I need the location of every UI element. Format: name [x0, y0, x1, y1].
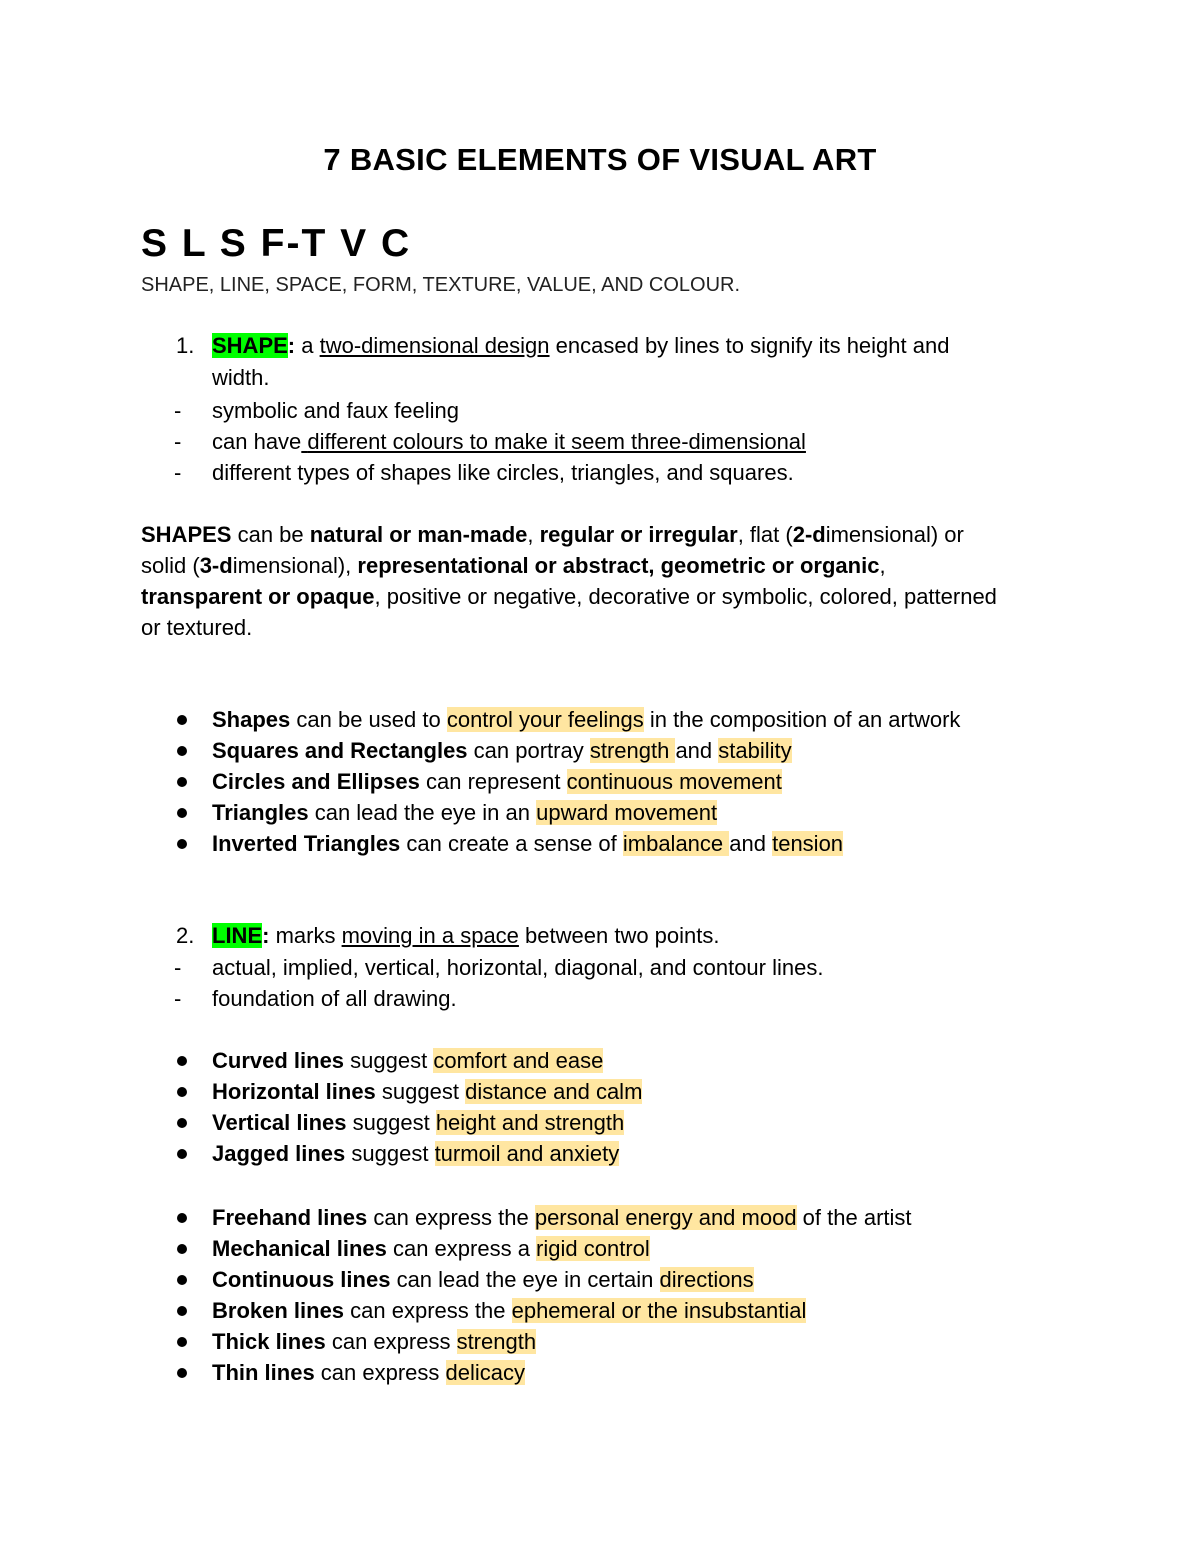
shape-term: SHAPE — [212, 333, 288, 358]
bullet-dot-icon — [177, 1306, 187, 1316]
bullet-dot-icon — [177, 1213, 187, 1223]
bullet-dot-icon — [177, 1087, 187, 1097]
bullet-dot-icon — [177, 1368, 187, 1378]
shape-bullet-item: Shapes can be used to control your feelings in the composition of an artwork — [212, 707, 961, 732]
line-dash-item: actual, implied, vertical, horizontal, diagonal, and contour lines. — [212, 955, 824, 980]
line-term: LINE — [212, 923, 263, 948]
elements-list-subtitle: SHAPE, LINE, SPACE, FORM, TEXTURE, VALUE, AND COLOUR. — [141, 274, 741, 296]
document-page: 7 BASIC ELEMENTS OF VISUAL ART S L S F-T V C SHAPE, LINE, SPACE, FORM, TEXTURE, VALUE, AND COLOUR. 1. SHAPE: a two-dimensional design encased by lines to signify its height and width. - symbolic and faux feeling - can have different colours to make it seem three-dimensional - different types of shapes like circles, triangles, and squares. SHAPES can be natural or man-made, regular or irregular, flat (2-dimensional) or solid (3-dimensional), representational or abstract, geometric or organic, transparent or opaque, positive or negative, decorative or symbolic, colored, patterned or textured. Shapes can be used to control your feelings in the composition of an artwork Squares and Rectangles can portray strength and stability Circles and Ellipses can represent continuous movement Triangles can lead the eye in an upward movement Inverted Triangles can create a sense of imbalance and tension 2. LINE: marks moving in a space between two points. - actual, implied, vertical, horizontal, diagonal, and contour lines. - foundation of all drawing. Curved lines suggest comfort and ease Horizontal lines suggest distance and calm Vertical lines suggest height and strength Jagged lines suggest turmoil and anxiety Freehand lines can express the personal energy and mood of the artist Mechanical lines can express a rigid control Continuous lines can lead the eye in certain directions Broken lines can express the ephemeral or the insubstantial Thick lines can express strength Thin lines can express delicacy — [0, 0, 1200, 1553]
shape-number: 1. — [176, 333, 195, 358]
bullet-dot-icon — [177, 1056, 187, 1066]
line-bullet-item: Horizontal lines suggest distance and calm — [212, 1079, 643, 1104]
shape-dash-item: different types of shapes like circles, triangles, and squares. — [212, 460, 794, 485]
shape-dash-item: symbolic and faux feeling — [212, 398, 460, 423]
bullet-dot-icon — [177, 1275, 187, 1285]
shape-bullet-item: Triangles can lead the eye in an upward movement — [212, 800, 718, 825]
bullet-dot-icon — [177, 1337, 187, 1347]
shape-definition: SHAPE: a two-dimensional design encased by lines to signify its height and — [212, 333, 950, 358]
bullet-dot-icon — [177, 746, 187, 756]
shape-bullet-item: Circles and Ellipses can represent continuous movement — [212, 769, 782, 794]
line-bullet-item: Continuous lines can lead the eye in certain directions — [212, 1267, 754, 1292]
shape-bullet-item: Squares and Rectangles can portray strength and stability — [212, 738, 792, 763]
acronym-heading: S L S F-T V C — [141, 222, 412, 265]
line-dash-item: foundation of all drawing. — [212, 986, 457, 1011]
line-bullet-item: Broken lines can express the ephemeral or the insubstantial — [212, 1298, 807, 1323]
page-title: 7 BASIC ELEMENTS OF VISUAL ART — [323, 142, 877, 177]
line-bullet-item: Jagged lines suggest turmoil and anxiety — [212, 1141, 620, 1166]
shapes-paragraph-line: or textured. — [141, 615, 253, 640]
bullet-dot-icon — [177, 715, 187, 725]
bullet-dot-icon — [177, 1244, 187, 1254]
shape-definition-cont: width. — [212, 365, 270, 390]
line-bullet-item: Freehand lines can express the personal energy and mood of the artist — [212, 1205, 912, 1230]
shape-bullet-item: Inverted Triangles can create a sense of imbalance and tension — [212, 831, 844, 856]
bullet-dot-icon — [177, 1149, 187, 1159]
bullet-dot-icon — [177, 808, 187, 818]
line-bullet-item: Vertical lines suggest height and strength — [212, 1110, 625, 1135]
bullet-dot-icon — [177, 839, 187, 849]
line-number: 2. — [176, 923, 195, 948]
bullet-dot-icon — [177, 777, 187, 787]
shapes-paragraph-line: transparent or opaque, positive or negative, decorative or symbolic, colored, patterned — [141, 584, 997, 609]
bullet-dot-icon — [177, 1118, 187, 1128]
line-bullet-item: Thin lines can express delicacy — [212, 1360, 526, 1385]
shapes-paragraph-line: solid (3-dimensional), representational or abstract, geometric or organic, — [141, 553, 886, 578]
line-bullet-item: Thick lines can express strength — [212, 1329, 537, 1354]
line-bullet-item: Curved lines suggest comfort and ease — [212, 1048, 604, 1073]
line-bullet-item: Mechanical lines can express a rigid control — [212, 1236, 650, 1261]
line-definition: LINE: marks moving in a space between two points. — [212, 923, 720, 948]
shape-dash-item: can have different colours to make it seem three-dimensional — [212, 429, 806, 454]
shapes-paragraph-line: SHAPES can be natural or man-made, regular or irregular, flat (2-dimensional) or — [141, 522, 964, 547]
